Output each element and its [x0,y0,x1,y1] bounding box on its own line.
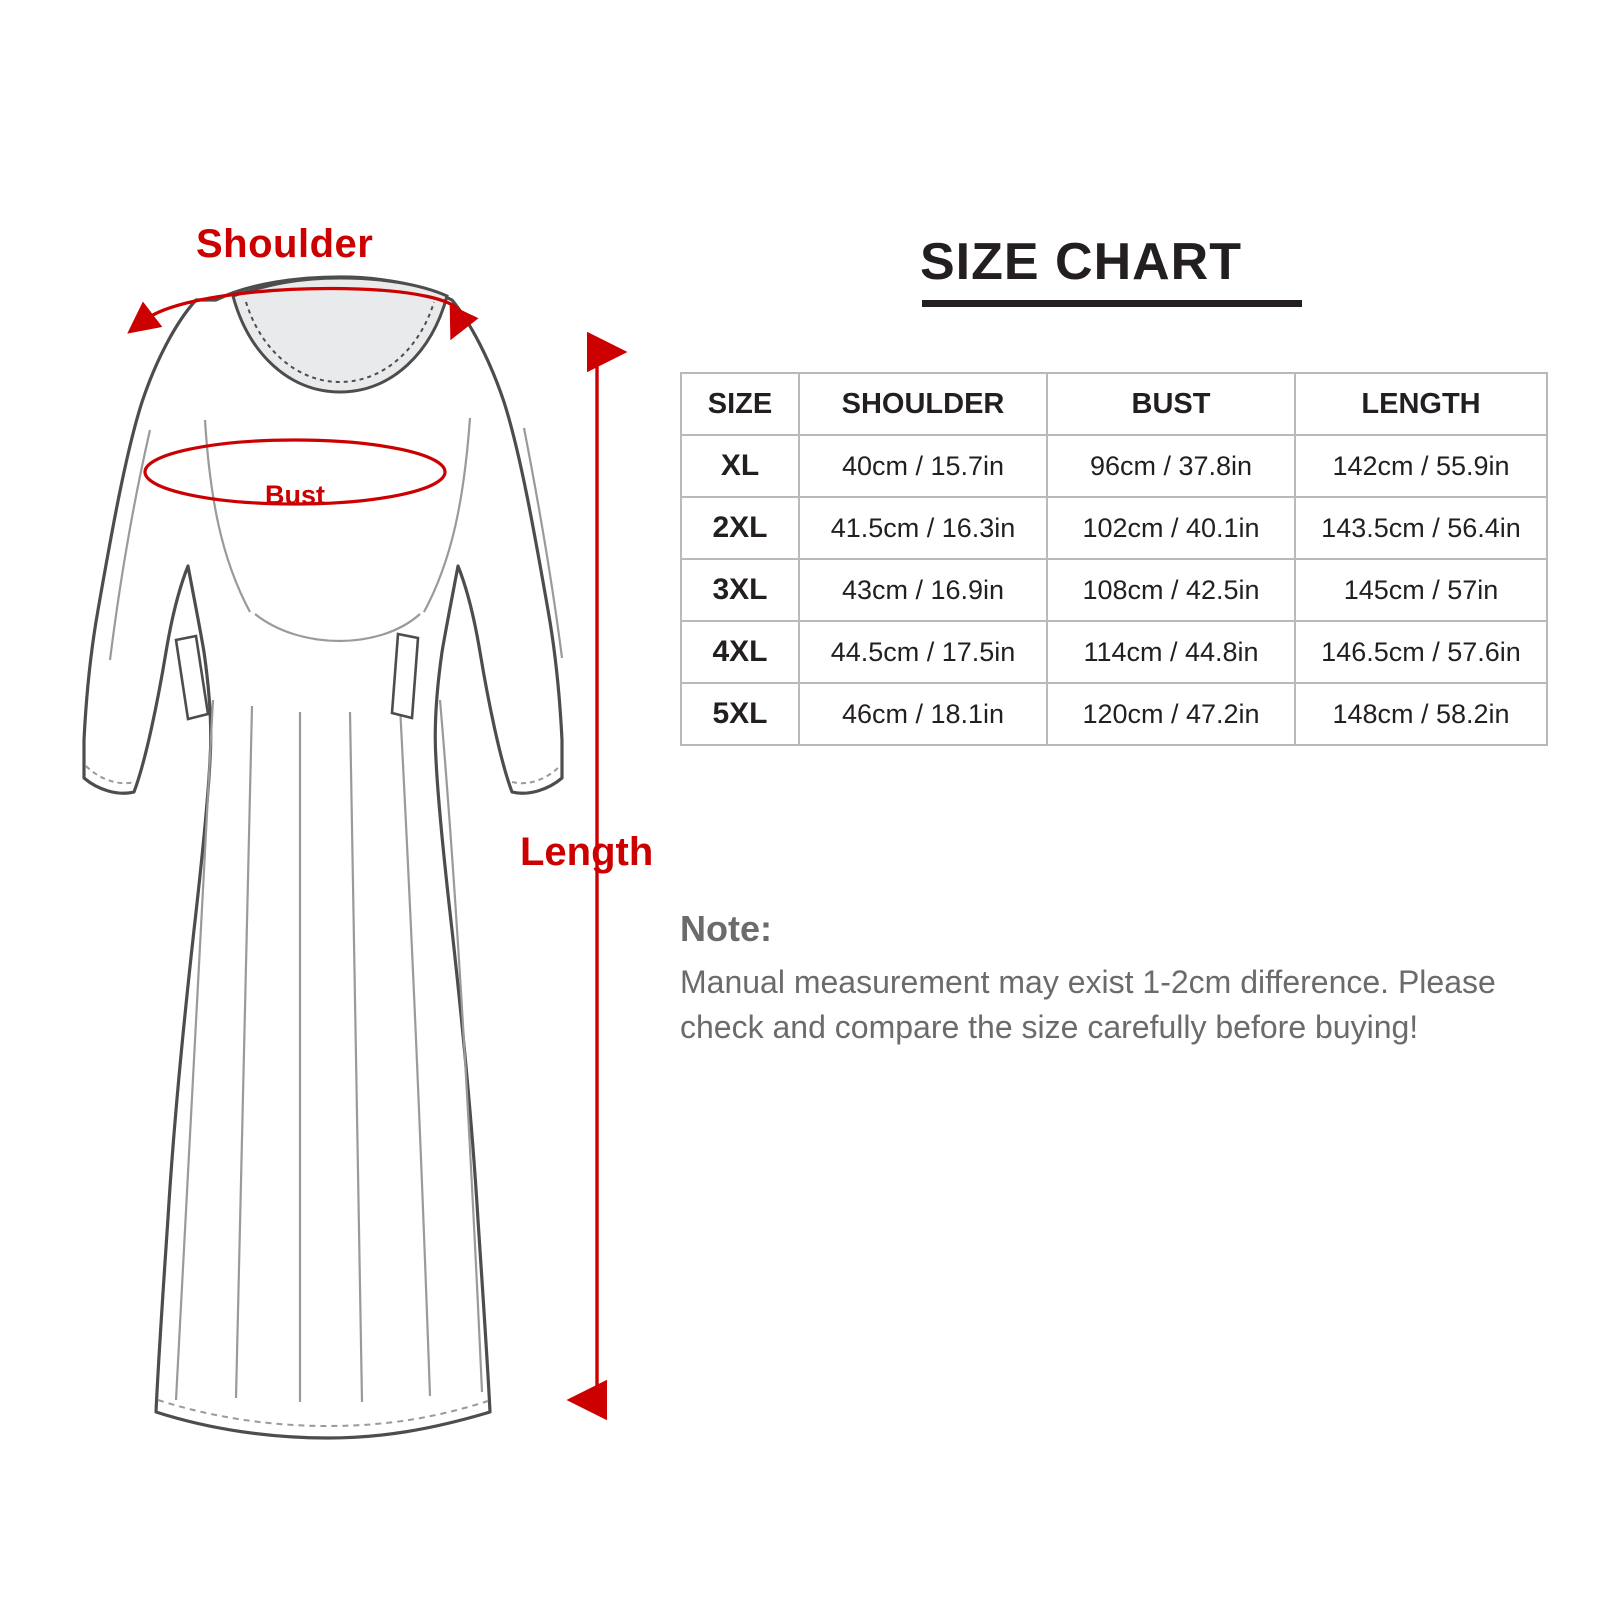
cell-shoulder: 44.5cm / 17.5in [799,621,1047,683]
note-title: Note: [680,908,772,949]
column-header-length: LENGTH [1295,373,1547,435]
cell-shoulder: 40cm / 15.7in [799,435,1047,497]
cell-bust: 96cm / 37.8in [1047,435,1295,497]
table-row [681,497,1547,559]
column-header-bust: BUST [1047,373,1295,435]
cell-size: 2XL [681,497,799,559]
garment-illustration [0,0,700,1600]
column-header-size: SIZE [681,373,799,435]
cell-size: 3XL [681,559,799,621]
title-underline [922,300,1302,307]
cell-bust: 114cm / 44.8in [1047,621,1295,683]
bust-label: Bust [265,480,325,510]
table-header-row [681,373,1547,435]
cell-shoulder: 43cm / 16.9in [799,559,1047,621]
cell-length: 146.5cm / 57.6in [1295,621,1547,683]
shoulder-label: Shoulder [196,222,374,266]
length-label: Length [520,830,654,874]
cell-length: 145cm / 57in [1295,559,1547,621]
size-chart-table [680,372,1548,746]
table-row [681,559,1547,621]
cell-length: 148cm / 58.2in [1295,683,1547,745]
cell-size: XL [681,435,799,497]
cell-size: 5XL [681,683,799,745]
cell-length: 143.5cm / 56.4in [1295,497,1547,559]
cell-size: 4XL [681,621,799,683]
cell-shoulder: 41.5cm / 16.3in [799,497,1047,559]
cell-bust: 108cm / 42.5in [1047,559,1295,621]
size-chart-panel [672,0,1600,1600]
cell-bust: 120cm / 47.2in [1047,683,1295,745]
table-row [681,683,1547,745]
column-header-shoulder: SHOULDER [799,373,1047,435]
cell-shoulder: 46cm / 18.1in [799,683,1047,745]
table-row [681,621,1547,683]
cell-bust: 102cm / 40.1in [1047,497,1295,559]
table-row [681,435,1547,497]
cell-length: 142cm / 55.9in [1295,435,1547,497]
note-block [680,908,1550,1051]
note-text: Manual measurement may exist 1-2cm difference. Please check and compare the size carefully before buying! [680,964,1496,1046]
chart-title: SIZE CHART [920,233,1242,291]
